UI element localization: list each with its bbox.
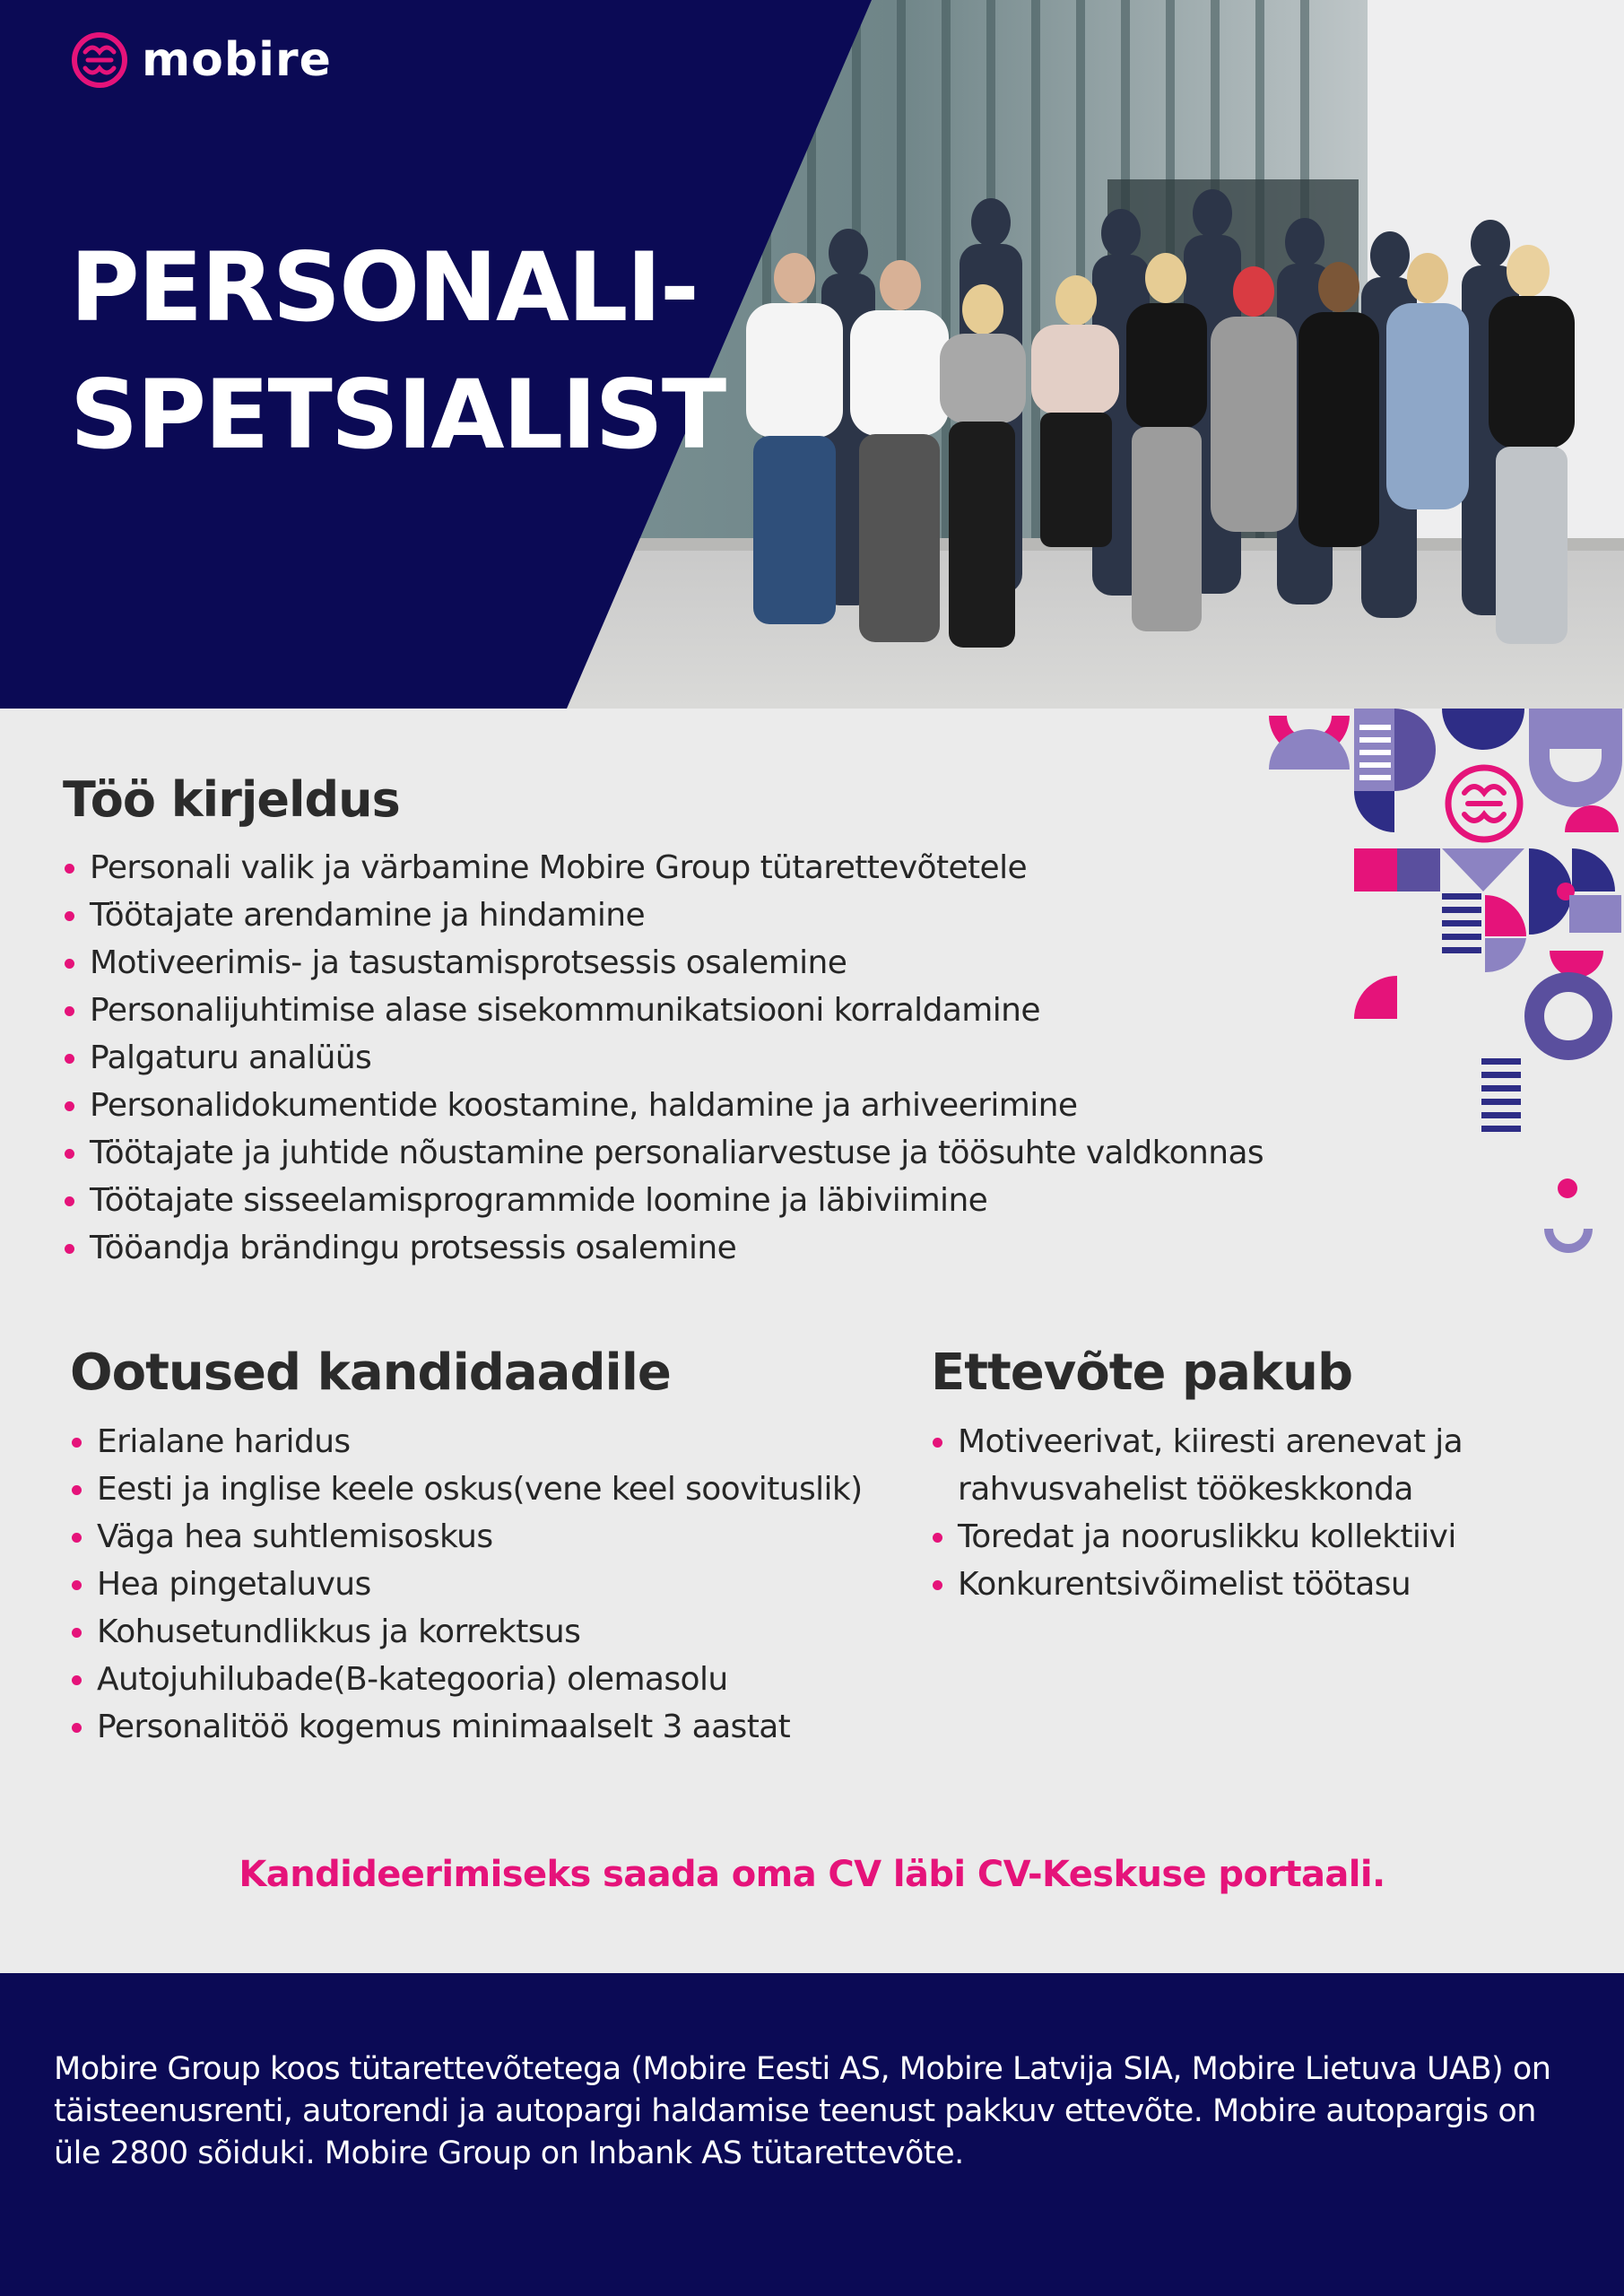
job-title-line-1: PERSONALI- bbox=[70, 232, 698, 343]
geometric-decoration bbox=[1264, 707, 1624, 1272]
list-item: Eesti ja inglise keele oskus(vene keel soovituslik) bbox=[70, 1465, 931, 1513]
expectations-title: Ootused kandidaadile bbox=[70, 1344, 671, 1402]
list-item: Personalidokumentide koostamine, haldamine ja arhiveerimine bbox=[63, 1082, 1318, 1129]
list-item: Motiveerivat, kiiresti arenevat ja rahvusvahelist töökeskkonda bbox=[931, 1418, 1523, 1513]
logo-wordmark: mobire bbox=[142, 33, 332, 87]
mobire-logo-icon bbox=[70, 30, 129, 90]
list-item: Personalijuhtimise alase sisekommunikatsiooni korraldamine bbox=[63, 987, 1318, 1034]
list-item: Töötajate arendamine ja hindamine bbox=[63, 891, 1318, 939]
job-description-list bbox=[63, 844, 1318, 1272]
expectations-list bbox=[70, 1418, 931, 1751]
job-description-section bbox=[63, 767, 1318, 1272]
list-item: Töötajate sisseelamisprogrammide loomine ja läbiviimine bbox=[63, 1177, 1318, 1224]
list-item: Personalitöö kogemus minimaalselt 3 aastat bbox=[70, 1703, 931, 1751]
list-item: Motiveerimis- ja tasustamisprotsessis osalemine bbox=[63, 939, 1318, 987]
mobire-logo bbox=[70, 30, 332, 90]
job-title-line-2: SPETSIALIST bbox=[70, 360, 725, 470]
company-offer-section bbox=[931, 1339, 1523, 1608]
job-title bbox=[70, 224, 725, 479]
list-item: Autojuhilubade(B-kategooria) olemasolu bbox=[70, 1656, 931, 1703]
hero-banner bbox=[0, 0, 1624, 709]
list-item: Toredat ja nooruslikku kollektiivi bbox=[931, 1513, 1523, 1561]
list-item: Konkurentsivõimelist töötasu bbox=[931, 1561, 1523, 1608]
company-info-footer bbox=[0, 1973, 1624, 2296]
company-description: Mobire Group koos tütarettevõtetega (Mobire Eesti AS, Mobire Latvija SIA, Mobire Lietuva UAB) on täisteenusrenti, autorendi ja autopargi haldamise teenust pakkuv ettevõte. Mobire autopargis on üle 2800 sõiduki. Mobire Group on Inbank AS tütarettevõte. bbox=[54, 2051, 1551, 2171]
company-offer-list bbox=[931, 1418, 1523, 1608]
list-item: Palgaturu analüüs bbox=[63, 1034, 1318, 1082]
list-item: Töötajate ja juhtide nõustamine personaliarvestuse ja töösuhte valdkonnas bbox=[63, 1129, 1318, 1177]
expectations-section bbox=[70, 1339, 931, 1751]
apply-call-to-action: Kandideerimiseks saada oma CV läbi CV-Keskuse portaali. bbox=[239, 1854, 1385, 1895]
list-item: Personali valik ja värbamine Mobire Group tütarettevõtetele bbox=[63, 844, 1318, 891]
job-description-title: Töö kirjeldus bbox=[63, 771, 400, 828]
list-item: Erialane haridus bbox=[70, 1418, 931, 1465]
company-offer-title: Ettevõte pakub bbox=[931, 1344, 1353, 1402]
list-item: Väga hea suhtlemisoskus bbox=[70, 1513, 931, 1561]
list-item: Kohusetundlikkus ja korrektsus bbox=[70, 1608, 931, 1656]
list-item: Hea pingetaluvus bbox=[70, 1561, 931, 1608]
list-item: Tööandja brändingu protsessis osalemine bbox=[63, 1224, 1318, 1272]
